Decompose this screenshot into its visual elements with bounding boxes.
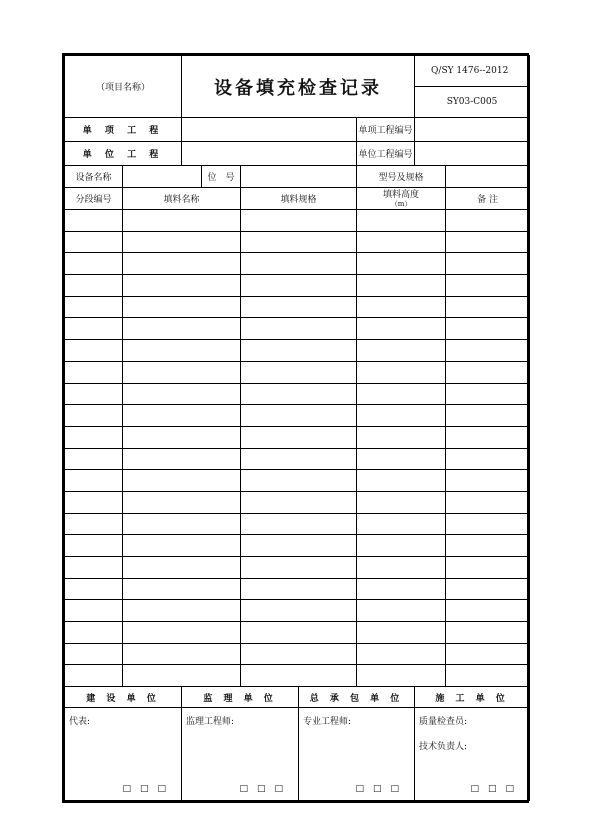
fill-height-cell[interactable] <box>357 470 446 492</box>
table-row <box>65 578 530 600</box>
remarks-cell[interactable] <box>446 578 530 600</box>
fill-name-cell[interactable] <box>123 275 241 297</box>
table-row <box>65 513 530 535</box>
single-project-label: 单 项 工 程 <box>65 118 182 142</box>
supervisor-unit-label: 监 理 单 位 <box>182 687 299 708</box>
header-row <box>65 56 530 87</box>
form-title: 设备填充检查记录 <box>182 56 415 118</box>
supervisor-signature-cell[interactable] <box>182 708 299 801</box>
remarks-cell[interactable] <box>446 405 530 427</box>
fill-spec-cell[interactable] <box>241 426 357 448</box>
remarks-cell[interactable] <box>446 600 530 622</box>
owner-rep-label: 代表: <box>69 717 91 728</box>
remarks-cell[interactable] <box>446 448 530 470</box>
builder-signature-cell[interactable] <box>415 708 530 801</box>
fill-height-cell[interactable] <box>357 318 446 340</box>
fill-height-cell[interactable] <box>357 491 446 513</box>
segment-no-cell[interactable] <box>65 405 123 427</box>
segment-no-cell[interactable] <box>65 340 123 362</box>
fill-spec-cell[interactable] <box>241 578 357 600</box>
equipment-row <box>65 166 530 188</box>
col-fill-height-label: 填料高度 <box>383 189 420 200</box>
fill-height-cell[interactable] <box>357 231 446 253</box>
single-project-no-field[interactable] <box>415 118 530 142</box>
owner-signature-cell[interactable] <box>65 708 182 801</box>
contractor-signature-cell[interactable] <box>299 708 415 801</box>
col-fill-height <box>357 188 446 210</box>
fill-name-cell[interactable] <box>123 665 241 687</box>
table-row <box>65 448 530 470</box>
contractor-date-boxes: □□□ <box>355 784 409 795</box>
fill-name-cell[interactable] <box>123 426 241 448</box>
single-project-no-label: 单项工程编号 <box>357 118 415 142</box>
supervisor-eng-label: 监理工程师: <box>186 717 235 728</box>
fill-name-cell[interactable] <box>123 535 241 557</box>
remarks-cell[interactable] <box>446 643 530 665</box>
fill-height-cell[interactable] <box>357 665 446 687</box>
fill-name-cell[interactable] <box>123 318 241 340</box>
fill-name-cell[interactable] <box>123 405 241 427</box>
fill-height-cell[interactable] <box>357 383 446 405</box>
segment-no-cell[interactable] <box>65 275 123 297</box>
fill-name-cell[interactable] <box>123 643 241 665</box>
fill-name-cell[interactable] <box>123 557 241 579</box>
col-segment-no: 分段编号 <box>65 188 123 210</box>
segment-no-cell[interactable] <box>65 253 123 275</box>
fill-height-cell[interactable] <box>357 361 446 383</box>
table-row <box>65 275 530 297</box>
segment-no-cell[interactable] <box>65 426 123 448</box>
remarks-cell[interactable] <box>446 275 530 297</box>
unit-project-no-label: 单位工程编号 <box>357 142 415 166</box>
column-header-row <box>65 188 530 210</box>
segment-no-cell[interactable] <box>65 622 123 644</box>
fill-name-cell[interactable] <box>123 600 241 622</box>
data-rows <box>65 210 530 687</box>
fill-spec-cell[interactable] <box>241 361 357 383</box>
table-row <box>65 296 530 318</box>
col-remarks: 备 注 <box>446 188 530 210</box>
remarks-cell[interactable] <box>446 340 530 362</box>
table-row <box>65 470 530 492</box>
model-label: 型号及规格 <box>357 166 446 188</box>
fill-spec-cell[interactable] <box>241 275 357 297</box>
remarks-cell[interactable] <box>446 426 530 448</box>
remarks-cell[interactable] <box>446 361 530 383</box>
col-fill-name: 填料名称 <box>123 188 241 210</box>
segment-no-cell[interactable] <box>65 600 123 622</box>
table-row <box>65 622 530 644</box>
remarks-cell[interactable] <box>446 470 530 492</box>
builder-date-boxes: □□□ <box>470 784 524 795</box>
fill-spec-cell[interactable] <box>241 665 357 687</box>
equipment-name-label: 设备名称 <box>65 166 123 188</box>
fill-name-cell[interactable] <box>123 470 241 492</box>
fill-height-cell[interactable] <box>357 513 446 535</box>
segment-no-cell[interactable] <box>65 665 123 687</box>
col-fill-height-unit: （m） <box>390 199 412 208</box>
fill-spec-cell[interactable] <box>241 231 357 253</box>
segment-no-cell[interactable] <box>65 535 123 557</box>
position-field[interactable] <box>241 166 357 188</box>
fill-height-cell[interactable] <box>357 253 446 275</box>
fill-name-cell[interactable] <box>123 622 241 644</box>
builder-unit-label: 施 工 单 位 <box>415 687 530 708</box>
segment-no-cell[interactable] <box>65 578 123 600</box>
remarks-cell[interactable] <box>446 665 530 687</box>
fill-spec-cell[interactable] <box>241 296 357 318</box>
fill-spec-cell[interactable] <box>241 470 357 492</box>
remarks-cell[interactable] <box>446 210 530 232</box>
fill-name-cell[interactable] <box>123 253 241 275</box>
fill-name-cell[interactable] <box>123 513 241 535</box>
owner-unit-label: 建 设 单 位 <box>65 687 182 708</box>
segment-no-cell[interactable] <box>65 643 123 665</box>
table-row <box>65 426 530 448</box>
table-row <box>65 318 530 340</box>
fill-name-cell[interactable] <box>123 578 241 600</box>
segment-no-cell[interactable] <box>65 491 123 513</box>
equipment-name-field[interactable] <box>123 166 241 188</box>
fill-spec-cell[interactable] <box>241 557 357 579</box>
supervisor-date-boxes: □□□ <box>239 784 293 795</box>
fill-spec-cell[interactable] <box>241 383 357 405</box>
fill-spec-cell[interactable] <box>241 513 357 535</box>
fill-name-cell[interactable] <box>123 491 241 513</box>
remarks-cell[interactable] <box>446 622 530 644</box>
fill-spec-cell[interactable] <box>241 491 357 513</box>
project-name: （项目名称） <box>65 56 182 118</box>
fill-spec-cell[interactable] <box>241 318 357 340</box>
standard-code: Q/SY 1476--2012 <box>415 56 530 87</box>
fill-spec-cell[interactable] <box>241 340 357 362</box>
fill-spec-cell[interactable] <box>241 448 357 470</box>
fill-height-cell[interactable] <box>357 340 446 362</box>
fill-height-cell[interactable] <box>357 600 446 622</box>
remarks-cell[interactable] <box>446 318 530 340</box>
segment-no-cell[interactable] <box>65 318 123 340</box>
segment-no-cell[interactable] <box>65 383 123 405</box>
table-row <box>65 557 530 579</box>
col-fill-spec: 填料规格 <box>241 188 357 210</box>
fill-spec-cell[interactable] <box>241 600 357 622</box>
fill-height-cell[interactable] <box>357 426 446 448</box>
unit-project-row <box>65 142 530 166</box>
table-row <box>65 665 530 687</box>
fill-height-cell[interactable] <box>357 557 446 579</box>
fill-height-cell[interactable] <box>357 448 446 470</box>
unit-project-label: 单 位 工 程 <box>65 142 182 166</box>
footer-label-row <box>65 687 530 708</box>
contractor-unit-label: 总 承 包 单 位 <box>299 687 415 708</box>
table-row <box>65 253 530 275</box>
position-label: 位 号 <box>201 166 240 187</box>
table-row <box>65 643 530 665</box>
remarks-cell[interactable] <box>446 383 530 405</box>
table-row <box>65 535 530 557</box>
table-row <box>65 210 530 232</box>
table-row <box>65 340 530 362</box>
fill-spec-cell[interactable] <box>241 643 357 665</box>
signature-row <box>65 708 530 801</box>
fill-name-cell[interactable] <box>123 383 241 405</box>
fill-spec-cell[interactable] <box>241 253 357 275</box>
contractor-eng-label: 专业工程师: <box>303 717 352 728</box>
fill-height-cell[interactable] <box>357 296 446 318</box>
remarks-cell[interactable] <box>446 253 530 275</box>
fill-height-cell[interactable] <box>357 275 446 297</box>
remarks-cell[interactable] <box>446 557 530 579</box>
unit-project-no-field[interactable] <box>415 142 530 166</box>
remarks-cell[interactable] <box>446 296 530 318</box>
segment-no-cell[interactable] <box>65 470 123 492</box>
fill-height-cell[interactable] <box>357 622 446 644</box>
remarks-cell[interactable] <box>446 491 530 513</box>
segment-no-cell[interactable] <box>65 513 123 535</box>
fill-name-cell[interactable] <box>123 340 241 362</box>
owner-date-boxes: □□□ <box>122 784 176 795</box>
segment-no-cell[interactable] <box>65 361 123 383</box>
fill-height-cell[interactable] <box>357 405 446 427</box>
fill-name-cell[interactable] <box>123 210 241 232</box>
fill-height-cell[interactable] <box>357 210 446 232</box>
segment-no-cell[interactable] <box>65 557 123 579</box>
single-project-field[interactable] <box>182 118 357 142</box>
table-row <box>65 231 530 253</box>
fill-spec-cell[interactable] <box>241 405 357 427</box>
segment-no-cell[interactable] <box>65 296 123 318</box>
table-row <box>65 361 530 383</box>
fill-height-cell[interactable] <box>357 643 446 665</box>
fill-spec-cell[interactable] <box>241 535 357 557</box>
table-row <box>65 383 530 405</box>
segment-no-cell[interactable] <box>65 231 123 253</box>
fill-name-cell[interactable] <box>123 296 241 318</box>
form-code: SY03-C005 <box>415 87 530 118</box>
model-field[interactable] <box>446 166 530 188</box>
remarks-cell[interactable] <box>446 535 530 557</box>
remarks-cell[interactable] <box>446 513 530 535</box>
table-row <box>65 405 530 427</box>
fill-name-cell[interactable] <box>123 361 241 383</box>
fill-spec-cell[interactable] <box>241 210 357 232</box>
unit-project-field[interactable] <box>182 142 357 166</box>
fill-name-cell[interactable] <box>123 448 241 470</box>
fill-spec-cell[interactable] <box>241 622 357 644</box>
inspection-form <box>62 53 529 803</box>
fill-height-cell[interactable] <box>357 578 446 600</box>
segment-no-cell[interactable] <box>65 448 123 470</box>
single-project-row <box>65 118 530 142</box>
fill-height-cell[interactable] <box>357 535 446 557</box>
builder-qc-label: 质量检查员: <box>419 717 468 728</box>
table-row <box>65 600 530 622</box>
segment-no-cell[interactable] <box>65 210 123 232</box>
fill-name-cell[interactable] <box>123 231 241 253</box>
builder-tech-label: 技术负责人: <box>419 742 468 753</box>
table-row <box>65 491 530 513</box>
remarks-cell[interactable] <box>446 231 530 253</box>
